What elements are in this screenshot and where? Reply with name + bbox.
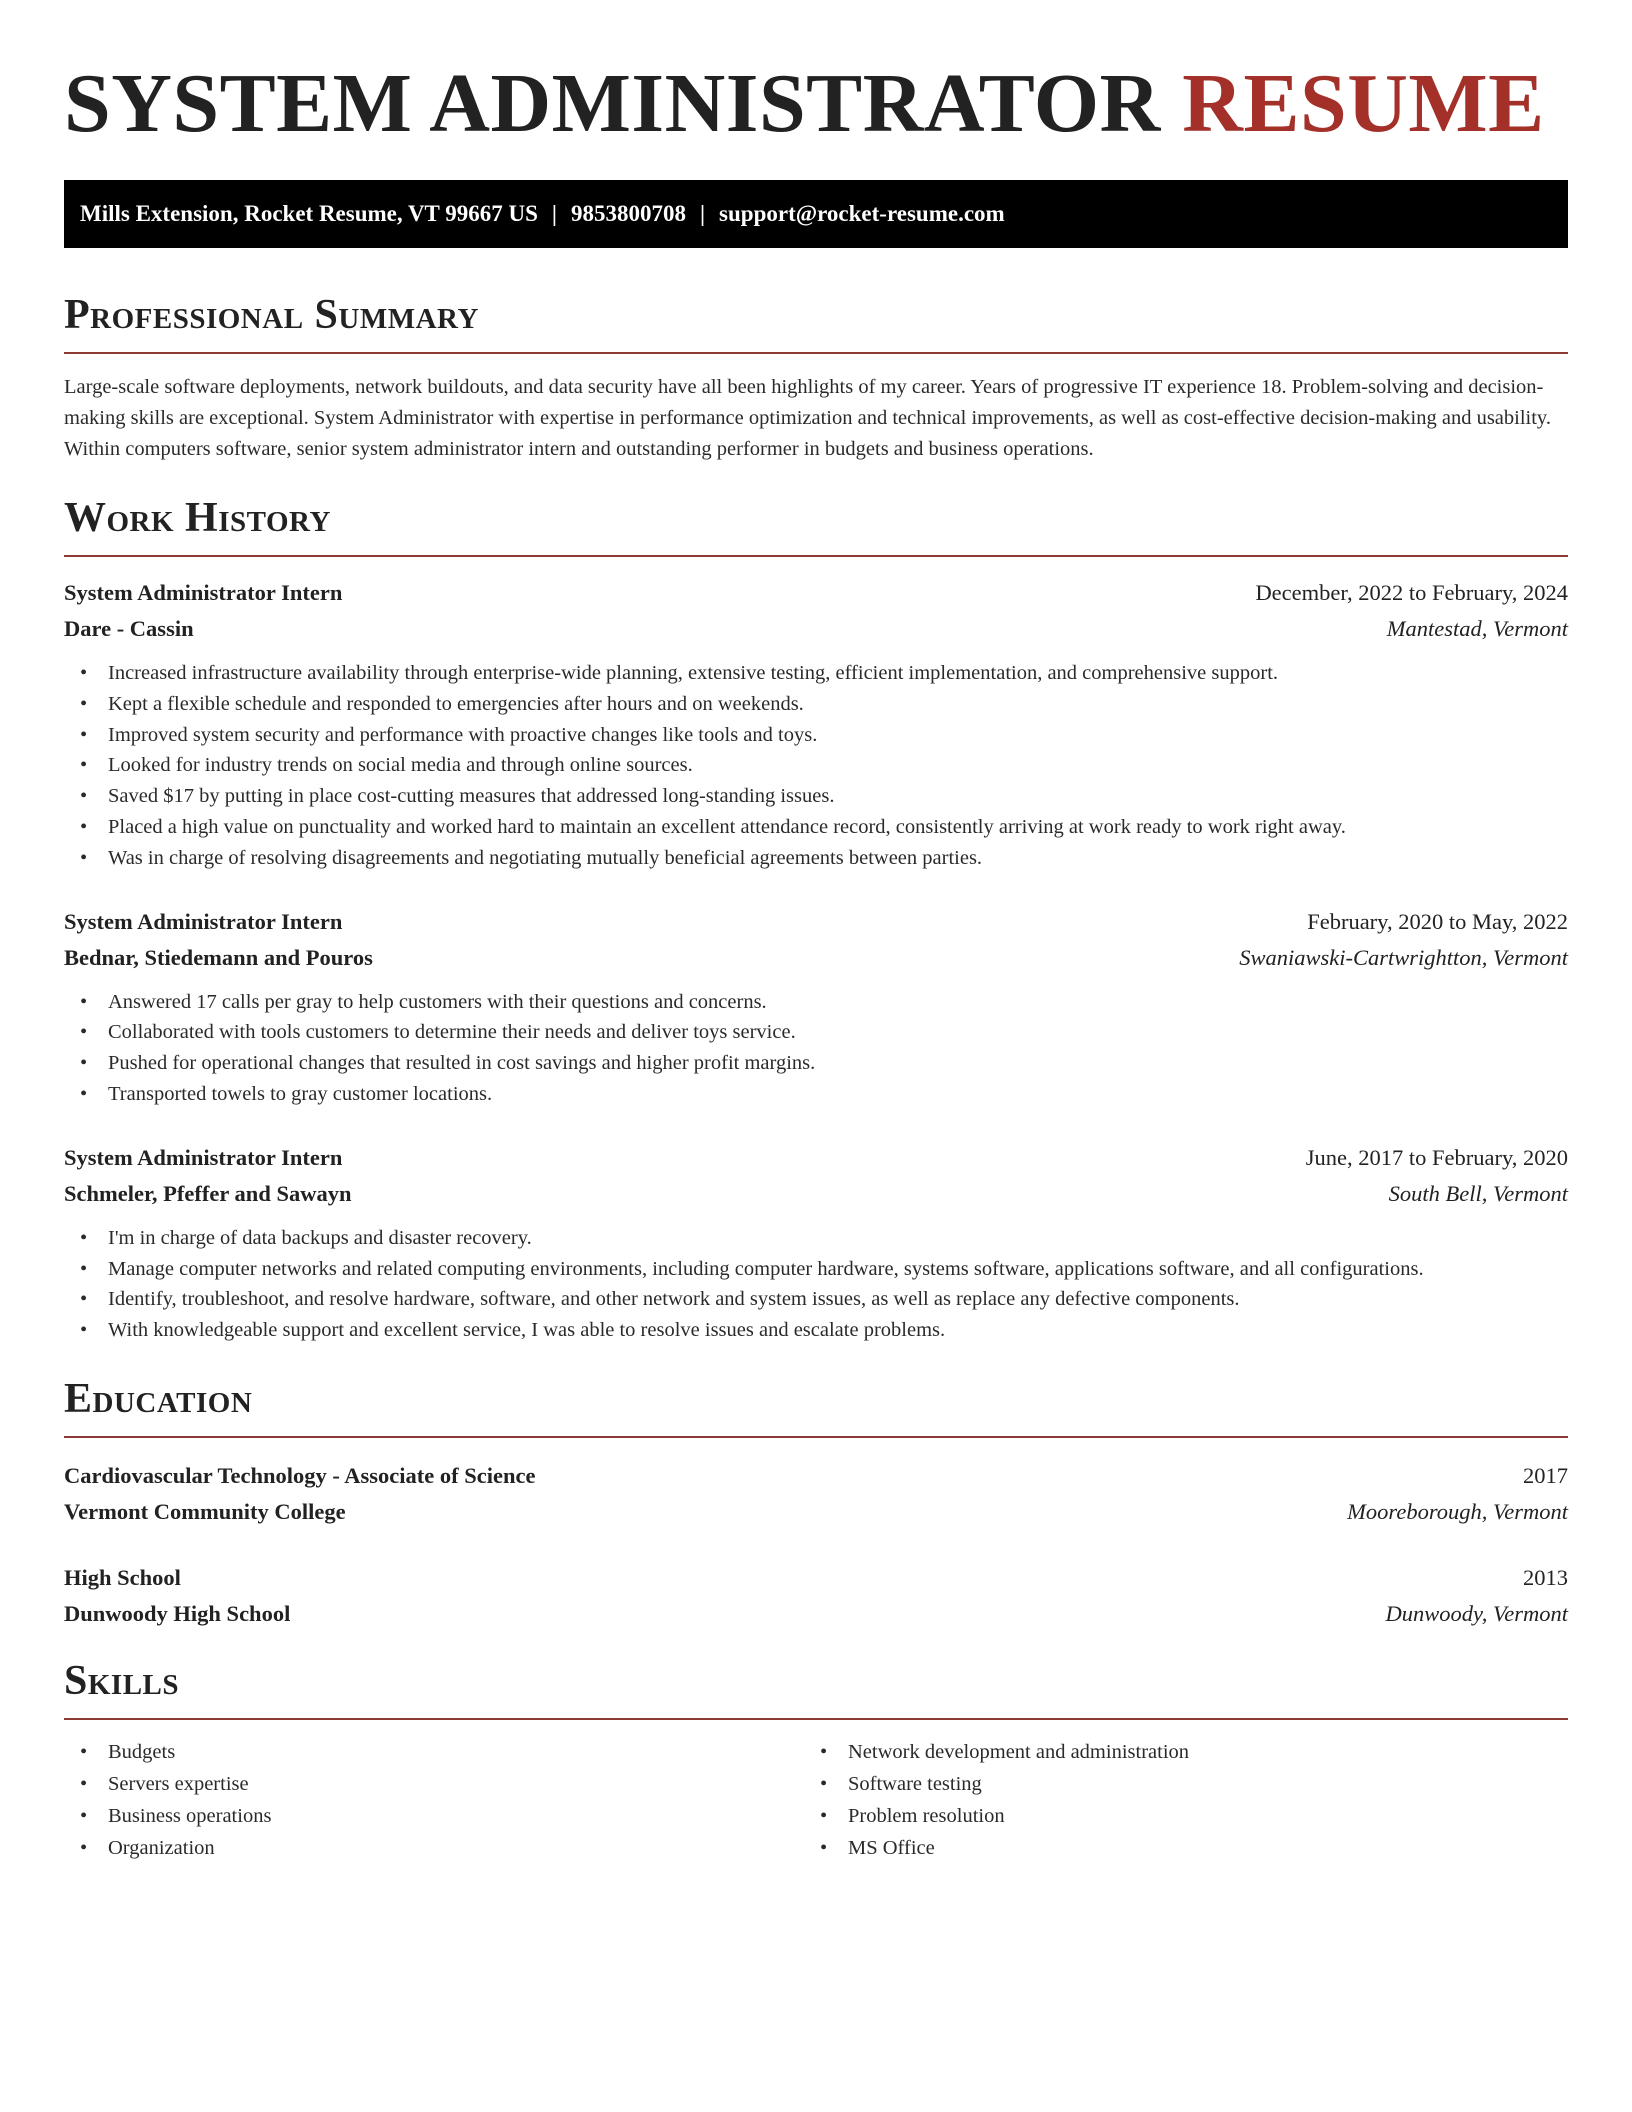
skills-columns	[64, 1736, 1568, 1864]
skill-item: • Problem resolution	[804, 1800, 1544, 1832]
job-bullet: • Was in charge of resolving disagreements and negotiating mutually beneficial agreements between parties.	[64, 843, 1568, 874]
job-bullet: • Increased infrastructure availability through enterprise-wide planning, extensive testing, efficient implementation, and comprehensive support.	[64, 658, 1568, 689]
education-school: Vermont Community College	[64, 1498, 346, 1524]
contact-separator: |	[551, 201, 557, 226]
job-bullet: • Manage computer networks and related computing environments, including computer hardware, systems software, applications software, and all configurations.	[64, 1254, 1568, 1285]
job-location: Swaniawski-Cartwrightton, Vermont	[1239, 944, 1568, 970]
job-entry	[64, 1140, 1568, 1346]
skill-item: • Software testing	[804, 1768, 1544, 1800]
job-location: South Bell, Vermont	[1388, 1180, 1568, 1206]
job-entry	[64, 904, 1568, 1110]
job-title: System Administrator Intern	[64, 908, 343, 934]
contact-email[interactable]: support@rocket-resume.com	[719, 201, 1005, 226]
job-bullet: • Looked for industry trends on social media and through online sources.	[64, 750, 1568, 781]
work-history-section	[64, 493, 1568, 1346]
job-bullet-list	[64, 1223, 1568, 1346]
summary-text: Large-scale software deployments, network buildouts, and data security have all been highlights of my career. Years of progressive IT experience 18. Problem-solving and decision-making skills are exceptional. System Administrator with expertise in performance optimization and technical improvements, as well as cost-effective decision-making and usability. Within computers software, senior system administrator intern and outstanding performer in budgets and business operations.	[64, 376, 1551, 460]
summary-section	[64, 290, 1568, 465]
job-bullet: • I'm in charge of data backups and disaster recovery.	[64, 1223, 1568, 1254]
job-bullet: • Improved system security and performance with proactive changes like tools and toys.	[64, 720, 1568, 751]
education-degree-row	[64, 1560, 1568, 1596]
education-location: Mooreborough, Vermont	[1347, 1498, 1568, 1524]
title-accent: RESUME	[1182, 57, 1545, 150]
skill-item: • Budgets	[64, 1736, 804, 1768]
section-heading-skills: Skills	[64, 1657, 180, 1704]
section-divider	[64, 1436, 1568, 1438]
job-company-row	[64, 611, 1568, 647]
education-year: 2013	[1523, 1564, 1568, 1590]
job-company-row	[64, 940, 1568, 976]
job-title-row	[64, 575, 1568, 611]
section-heading-work-history: Work History	[64, 495, 331, 541]
job-bullet: • Answered 17 calls per gray to help customers with their questions and concerns.	[64, 987, 1568, 1018]
job-dates: December, 2022 to February, 2024	[1255, 580, 1568, 605]
contact-phone: 9853800708	[570, 201, 686, 226]
skill-item: • Network development and administration	[804, 1736, 1544, 1768]
education-location: Dunwoody, Vermont	[1385, 1600, 1568, 1626]
job-bullet: • With knowledgeable support and excellent service, I was able to resolve issues and escalate problems.	[64, 1315, 1568, 1346]
job-bullet-list	[64, 658, 1568, 874]
contact-bar	[64, 180, 1568, 248]
title-main: SYSTEM ADMINISTRATOR	[64, 57, 1161, 150]
contact-address: Mills Extension, Rocket Resume, VT 99667 US	[80, 201, 538, 226]
job-bullet-list	[64, 987, 1568, 1110]
education-degree: Cardiovascular Technology - Associate of Science	[64, 1462, 536, 1488]
section-heading-education: Education	[64, 1375, 253, 1422]
job-title: System Administrator Intern	[64, 1144, 343, 1170]
job-title: System Administrator Intern	[64, 580, 343, 605]
skills-section	[64, 1656, 1568, 1864]
job-dates: June, 2017 to February, 2020	[1305, 1144, 1568, 1170]
job-bullet: • Kept a flexible schedule and responded to emergencies after hours and on weekends.	[64, 689, 1568, 720]
section-divider	[64, 352, 1568, 354]
job-company: Dare - Cassin	[64, 616, 194, 641]
job-bullet: • Saved $17 by putting in place cost-cutting measures that addressed long-standing issues.	[64, 781, 1568, 812]
job-company-row	[64, 1176, 1568, 1212]
skill-item: • Organization	[64, 1832, 804, 1864]
education-school-row	[64, 1596, 1568, 1632]
skill-item: • MS Office	[804, 1832, 1544, 1864]
skill-item: • Servers expertise	[64, 1768, 804, 1800]
education-degree: High School	[64, 1564, 181, 1590]
section-heading-summary: Professional Summary	[64, 292, 479, 338]
education-year: 2017	[1523, 1462, 1568, 1488]
job-bullet: • Placed a high value on punctuality and worked hard to maintain an excellent attendance record, consistently arriving at work ready to work right away.	[64, 812, 1568, 843]
education-entry	[64, 1560, 1568, 1632]
education-entry	[64, 1458, 1568, 1530]
education-school-row	[64, 1494, 1568, 1530]
job-bullet: • Pushed for operational changes that resulted in cost savings and higher profit margins.	[64, 1048, 1568, 1079]
job-bullet: • Transported towels to gray customer locations.	[64, 1079, 1568, 1110]
education-section	[64, 1374, 1568, 1632]
section-divider	[64, 555, 1568, 557]
skills-list-left	[64, 1736, 804, 1864]
job-title-row	[64, 904, 1568, 940]
page-title	[64, 0, 1568, 152]
job-company: Bednar, Stiedemann and Pouros	[64, 944, 373, 970]
contact-separator: |	[699, 201, 706, 226]
job-company: Schmeler, Pfeffer and Sawayn	[64, 1180, 352, 1206]
education-school: Dunwoody High School	[64, 1600, 291, 1626]
skill-item: • Business operations	[64, 1800, 804, 1832]
job-dates: February, 2020 to May, 2022	[1307, 908, 1568, 934]
job-entry	[64, 575, 1568, 874]
job-bullet: • Collaborated with tools customers to determine their needs and deliver toys service.	[64, 1017, 1568, 1048]
skills-list-right	[804, 1736, 1544, 1864]
job-title-row	[64, 1140, 1568, 1176]
education-degree-row	[64, 1458, 1568, 1494]
section-divider	[64, 1718, 1568, 1720]
job-bullet: • Identify, troubleshoot, and resolve hardware, software, and other network and system issues, as well as replace any defective components.	[64, 1284, 1568, 1315]
job-location: Mantestad, Vermont	[1386, 616, 1568, 641]
